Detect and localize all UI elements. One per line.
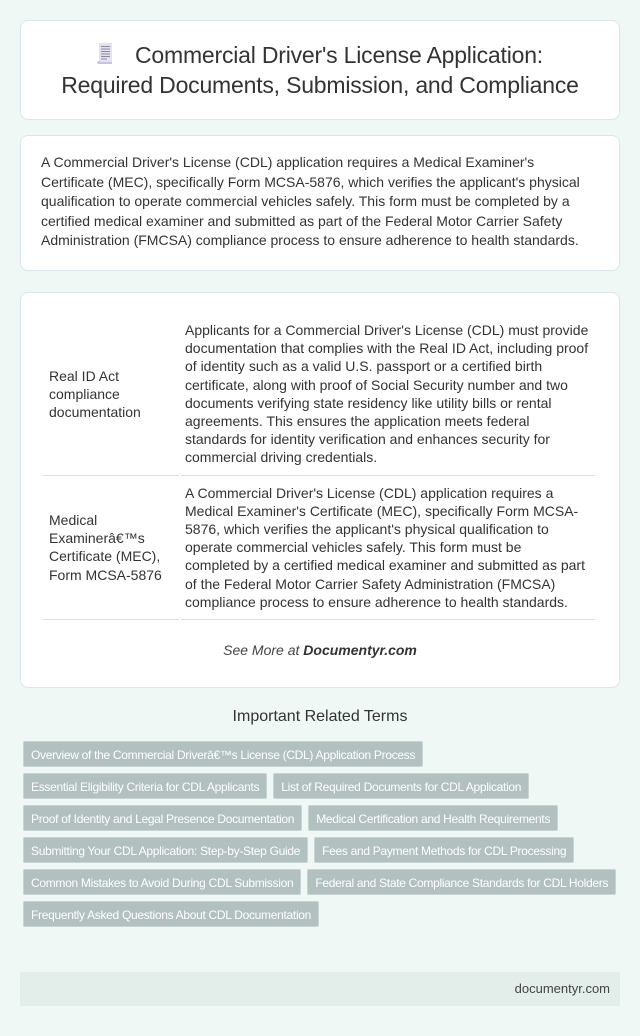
related-term-tag[interactable]: Proof of Identity and Legal Presence Documentation (23, 805, 302, 831)
title-line-1: Commercial Driver's License Application: (134, 42, 543, 68)
title-card (20, 20, 620, 120)
related-term-tag[interactable]: Frequently Asked Questions About CDL Documentation (23, 901, 319, 927)
summary-card (20, 135, 620, 271)
footer-site[interactable]: documentyr.com (514, 981, 610, 996)
see-more-prefix: See More at (223, 642, 304, 659)
footer (20, 972, 620, 1006)
terms-table-card (20, 292, 620, 688)
page-title (61, 40, 579, 100)
description-cell: Applicants for a Commercial Driver's License (CDL) must provide documentation that complies with the Real ID Act, including proof of identity such as a valid U.S. passport or a certified birth certificate, along with proof of Social Security number and two documents verifying state residency like utility bills or rental agreements. This ensures the application meets federal standards for identity verification and enhances security for commercial driving credentials. (181, 313, 595, 476)
related-term-tag[interactable]: Medical Certification and Health Requirements (308, 805, 558, 831)
term-cell: Real ID Act compliance documentation (43, 313, 179, 476)
related-term-tag[interactable]: Submitting Your CDL Application: Step-by-Step Guide (23, 837, 308, 863)
description-cell: A Commercial Driver's License (CDL) application requires a Medical Examiner's Certificate (MEC), specifically Form MCSA-5876, which verifies the applicant's physical qualification to operate commercial vehicles safely. This form must be completed by a certified medical examiner and submitted as part of the Federal Motor Carrier Safety Administration (FMCSA) compliance process to ensure adherence to health standards. (181, 476, 595, 620)
see-more (41, 642, 599, 658)
related-terms-list (23, 741, 617, 927)
related-term-tag[interactable]: List of Required Documents for CDL Application (273, 773, 529, 799)
related-terms-heading: Important Related Terms (232, 708, 408, 725)
related-term-tag[interactable]: Common Mistakes to Avoid During CDL Submission (23, 869, 301, 895)
related-term-tag[interactable]: Fees and Payment Methods for CDL Processing (314, 837, 574, 863)
related-term-tag[interactable]: Essential Eligibility Criteria for CDL Applicants (23, 773, 267, 799)
see-more-link[interactable]: Documentyr.com (303, 642, 417, 659)
term-cell: Medical Examinerâ€™s Certificate (MEC), Form MCSA-5876 (43, 476, 179, 620)
table-row (43, 313, 595, 476)
related-term-tag[interactable]: Overview of the Commercial Driverâ€™s License (CDL) Application Process (23, 741, 423, 767)
summary-text: A Commercial Driver's License (CDL) application requires a Medical Examiner's Certificate (MEC), specifically Form MCSA-5876, which verifies the applicant's physical qualification to operate commercial vehicles safely. This form must be completed by a certified medical examiner and submitted as part of the Federal Motor Carrier Safety Administration (FMCSA) compliance process to ensure adherence to health standards. (41, 154, 580, 248)
table-row (43, 476, 595, 620)
title-line-2: Required Documents, Submission, and Compliance (61, 72, 579, 98)
terms-table (41, 313, 597, 620)
document-scroll-icon (97, 42, 113, 64)
related-term-tag[interactable]: Federal and State Compliance Standards for CDL Holders (307, 869, 616, 895)
